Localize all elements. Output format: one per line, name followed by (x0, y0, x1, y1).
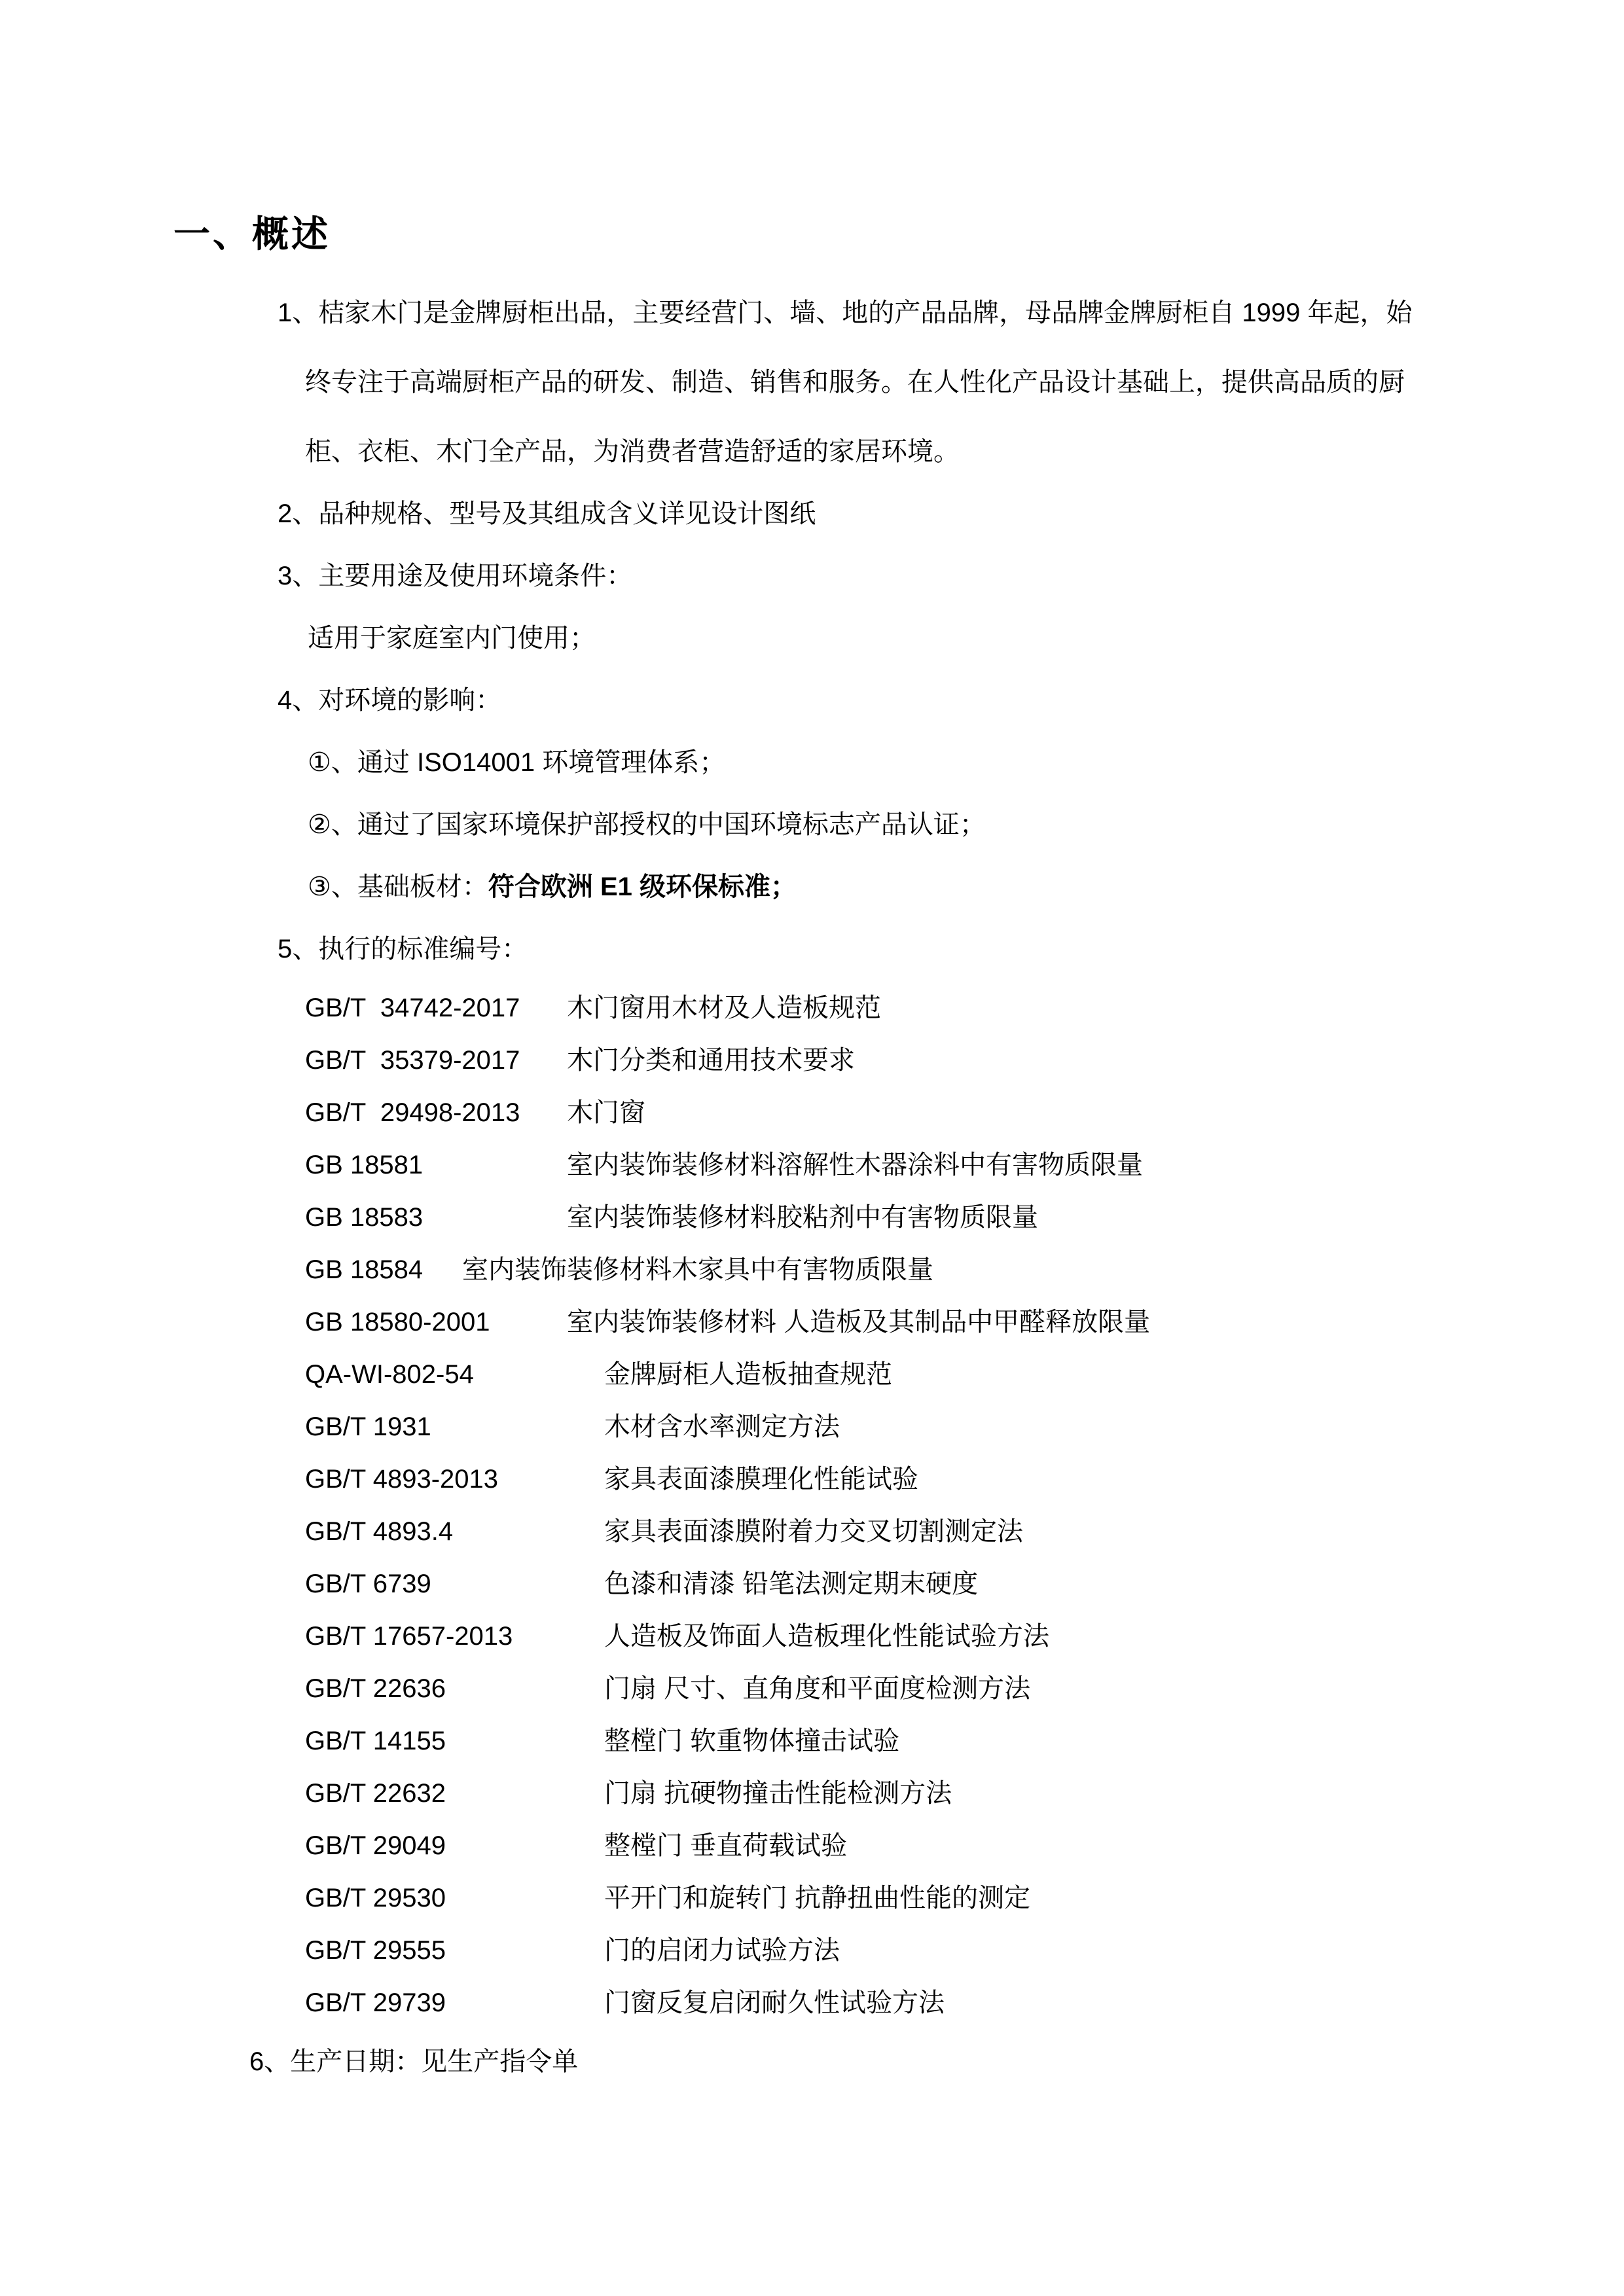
standard-code: GB/T 29049 (305, 1831, 446, 1860)
list-item-2: 2、品种规格、型号及其组成含义详见设计图纸 (278, 499, 816, 528)
standard-code: GB/T 22636 (305, 1674, 446, 1703)
paragraph-item1-line3: 柜、衣柜、木门全产品，为消费者营造舒适的家居环境。 (305, 437, 960, 466)
standard-row (305, 1100, 1624, 1126)
standard-code: GB/T 17657-2013 (305, 1622, 513, 1651)
standard-code: GB/T 35379-2017 (305, 1046, 520, 1075)
standard-name: 门扇 抗硬物撞击性能检测方法 (604, 1779, 952, 1808)
standard-name: 室内装饰装修材料胶粘剂中有害物质限量 (567, 1203, 1038, 1232)
paragraph-item1-line2: 终专注于高端厨柜产品的研发、制造、销售和服务。在人性化产品设计基础上，提供高品质的厨 (305, 368, 1405, 397)
standard-name: 人造板及饰面人造板理化性能试验方法 (604, 1622, 1049, 1651)
standard-row (305, 1309, 1624, 1335)
standard-code: GB 18583 (305, 1203, 424, 1232)
list-item-4-sub1: ①、通过 ISO14001 环境管理体系； (308, 748, 726, 777)
standard-name: 室内装饰装修材料溶解性木器涂料中有害物质限量 (567, 1151, 1143, 1179)
standard-row (305, 1414, 1624, 1440)
standards-list (305, 995, 1624, 2016)
standard-name: 门窗反复启闭耐久性试验方法 (604, 1988, 945, 2017)
standard-name: 金牌厨柜人造板抽查规范 (604, 1360, 892, 1389)
list-item-4: 4、对环境的影响： (278, 686, 502, 715)
standard-row (305, 1152, 1624, 1178)
list-item-4-sub2: ②、通过了国家环境保护部授权的中国环境标志产品认证； (308, 810, 986, 839)
standard-name: 家具表面漆膜附着力交叉切割测定法 (604, 1517, 1023, 1546)
paragraph-item1-line1: 1、桔家木门是金牌厨柜出品，主要经营门、墙、地的产品品牌，母品牌金牌厨柜自 1999 年起，始 (278, 298, 1413, 327)
standard-code: QA-WI-802-54 (305, 1360, 474, 1389)
standard-row (305, 1571, 1624, 1597)
standard-row (305, 1780, 1624, 1806)
standard-name: 室内装饰装修材料 人造板及其制品中甲醛释放限量 (567, 1308, 1151, 1336)
standard-row (305, 1885, 1624, 1911)
standard-code: GB/T 1931 (305, 1412, 431, 1441)
list-item-4-sub3-prefix: ③、基础板材： (308, 872, 488, 901)
standard-row (305, 1623, 1624, 1649)
standard-name: 门扇 尺寸、直角度和平面度检测方法 (604, 1674, 1031, 1703)
list-item-5: 5、执行的标准编号： (278, 935, 528, 963)
standard-row (305, 1257, 1624, 1283)
standard-row (305, 995, 1624, 1021)
standard-name: 整樘门 软重物体撞击试验 (604, 1727, 900, 1755)
standard-code: GB/T 29530 (305, 1884, 446, 1912)
standard-code: GB/T 14155 (305, 1727, 446, 1755)
standard-row (305, 1728, 1624, 1754)
list-item-3: 3、主要用途及使用环境条件： (278, 562, 633, 590)
standard-name: 门的启闭力试验方法 (604, 1936, 840, 1965)
standard-row (305, 1047, 1624, 1073)
list-item-3-sub: 适用于家庭室内门使用； (308, 624, 596, 653)
standard-row (305, 1518, 1624, 1545)
list-item-4-sub3 (308, 874, 1624, 900)
standard-row (305, 1676, 1624, 1702)
standard-name: 木门分类和通用技术要求 (567, 1046, 855, 1075)
standard-code: GB 18580-2001 (305, 1308, 490, 1336)
standard-row (305, 1937, 1624, 1964)
standard-name: 木门窗用木材及人造板规范 (567, 994, 881, 1022)
standard-code: GB/T 29555 (305, 1936, 446, 1965)
standard-code: GB/T 34742-2017 (305, 994, 520, 1022)
standard-code: GB/T 22632 (305, 1779, 446, 1808)
standard-row (305, 1833, 1624, 1859)
standard-row (305, 1466, 1624, 1492)
standard-name: 色漆和清漆 铅笔法测定期末硬度 (604, 1570, 979, 1598)
standard-name: 平开门和旋转门 抗静扭曲性能的测定 (604, 1884, 1031, 1912)
list-item-6: 6、生产日期：见生产指令单 (249, 2047, 579, 2076)
standard-name: 整樘门 垂直荷载试验 (604, 1831, 848, 1860)
standard-code: GB 18581 (305, 1151, 424, 1179)
section-title: 一、概述 (173, 213, 331, 255)
standard-code: GB/T 29739 (305, 1988, 446, 2017)
standard-row (305, 1361, 1624, 1388)
standard-code: GB/T 29498-2013 (305, 1098, 520, 1127)
standard-row (305, 1204, 1624, 1230)
standard-code: GB/T 4893.4 (305, 1517, 454, 1546)
standard-name: 室内装饰装修材料木家具中有害物质限量 (462, 1255, 933, 1284)
list-item-4-sub3-bold-text: 符合欧洲 E1 级环保标准； (488, 872, 797, 901)
standard-code: GB 18584 (305, 1255, 424, 1284)
standard-name: 家具表面漆膜理化性能试验 (604, 1465, 918, 1494)
standard-code: GB/T 4893-2013 (305, 1465, 499, 1494)
standard-name: 木材含水率测定方法 (604, 1412, 840, 1441)
standard-row (305, 1990, 1624, 2016)
standard-name: 木门窗 (567, 1098, 645, 1127)
standard-code: GB/T 6739 (305, 1570, 431, 1598)
